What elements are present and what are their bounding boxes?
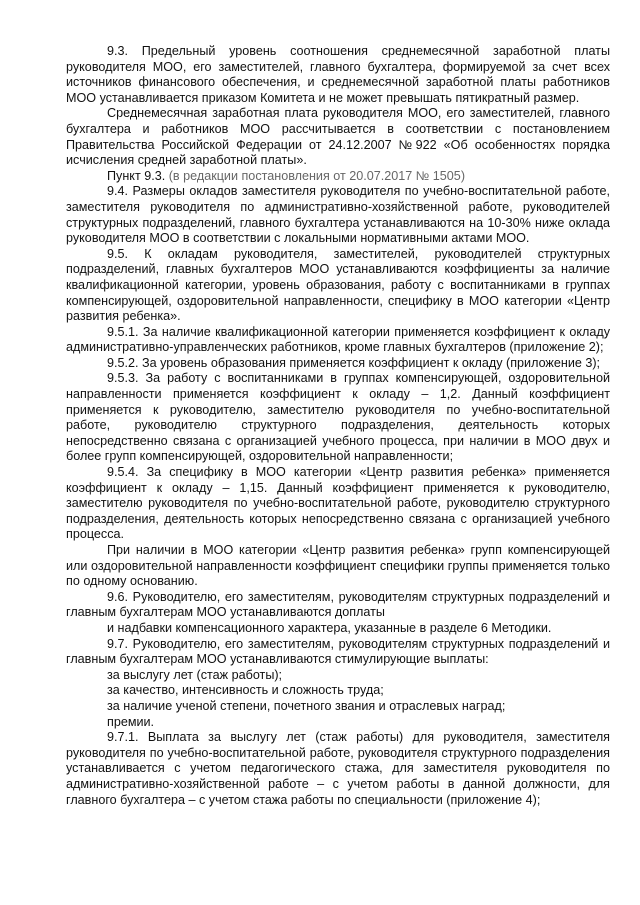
paragraph-9-4: 9.4. Размеры окладов заместителя руководителя по учебно-воспитательной работе, заместителя руководителя по административно-хозяйственной работе, руководителей структурных подразделений, главного бухгалтера устанавливаются на 10-30% ниже оклада руководителя МОО в соответствии с локальными нормативными актами МОО. — [66, 184, 610, 246]
paragraph-9-6: 9.6. Руководителю, его заместителям, руководителям структурных подразделений и главным бухгалтерам МОО устанавливаются доплаты — [66, 589, 610, 620]
paragraph-9-5-1: 9.5.1. За наличие квалификационной категории применяется коэффициент к окладу административно-управленческих работников, кроме главных бухгалтеров (приложение 2); — [66, 324, 610, 355]
paragraph-average-salary: Среднемесячная заработная плата руководителя МОО, его заместителей, главного бухгалтера и работников МОО рассчитывается в соответствии с постановлением Правительства Российской Федерации от 24.12.2007 №922 «Об особенностях порядка исчисления средней заработной платы». — [66, 106, 610, 168]
amendment-note-label: Пункт 9.3. — [107, 168, 166, 183]
paragraph-9-5-3: 9.5.3. За работу с воспитанниками в группах компенсирующей, оздоровительной направленности применяется коэффициент к окладу – 1,2. Данный коэффициент применяется к руководителю, заместителю руководителя по учебно-воспитательной работе, руководителю структурного подразделения, деятельность которых непосредственно связана с организацией учебного процесса, при наличии в МОО двух и более групп компенсирующей, оздоровительной направленности; — [66, 371, 610, 464]
amendment-note-text: (в редакции постановления от 20.07.2017 № 1505) — [168, 168, 466, 183]
paragraph-specifics-note: При наличии в МОО категории «Центр развития ребенка» групп компенсирующей или оздоровительной направленности коэффициент специфики группы применяется только по одному основанию. — [66, 543, 610, 589]
paragraph-9-7: 9.7. Руководителю, его заместителям, руководителям структурных подразделений и главным бухгалтерам МОО устанавливаются стимулирующие выплаты: — [66, 636, 610, 667]
paragraph-9-3: 9.3. Предельный уровень соотношения среднемесячной заработной платы руководителя МОО, его заместителей, главного бухгалтера, формируемой за счет всех источников финансового обеспечения, и среднемесячной заработной платы работников МОО устанавливается приказом Комитета и не может превышать пятикратный размер. — [66, 44, 610, 105]
paragraph-9-6-cont: и надбавки компенсационного характера, указанные в разделе 6 Методики. — [107, 620, 552, 635]
list-item: за наличие ученой степени, почетного звания и отраслевых наград; — [107, 698, 506, 713]
list-item: за выслугу лет (стаж работы); — [107, 667, 283, 682]
paragraph-9-5: 9.5. К окладам руководителя, заместителей, руководителей структурных подразделений, главных бухгалтеров МОО устанавливаются коэффициенты за наличие квалификационной категории, уровень образования, работу с воспитанниками в группах компенсирующей, оздоровительной направленности, специфику в МОО категории «Центр развития ребенка». — [66, 246, 610, 324]
list-item: за качество, интенсивность и сложность труда; — [107, 683, 384, 698]
list-item: премии. — [107, 714, 155, 729]
paragraph-9-5-2: 9.5.2. За уровень образования применяется коэффициент к окладу (приложение 3); — [107, 355, 601, 370]
paragraph-9-7-1: 9.7.1. Выплата за выслугу лет (стаж работы) для руководителя, заместителя руководителя по учебно-воспитательной работе, руководителя структурного подразделения устанавливается с учетом педагогического стажа, для заместителя руководителя по административно-хозяйственной работе – с учетом работы в данной должности, для главного бухгалтера – с учетом стажа работы по специальности (приложение 4); — [66, 730, 610, 807]
paragraph-9-5-4: 9.5.4. За специфику в МОО категории «Центр развития ребенка» применяется коэффициент к окладу – 1,15. Данный коэффициент применяется к руководителю, заместителю руководителя по учебно-воспитательной работе, руководителю структурного подразделения, деятельность которых непосредственно связана с организацией учебного процесса. — [66, 465, 610, 542]
amendment-note — [66, 169, 610, 185]
document-body — [66, 44, 610, 808]
